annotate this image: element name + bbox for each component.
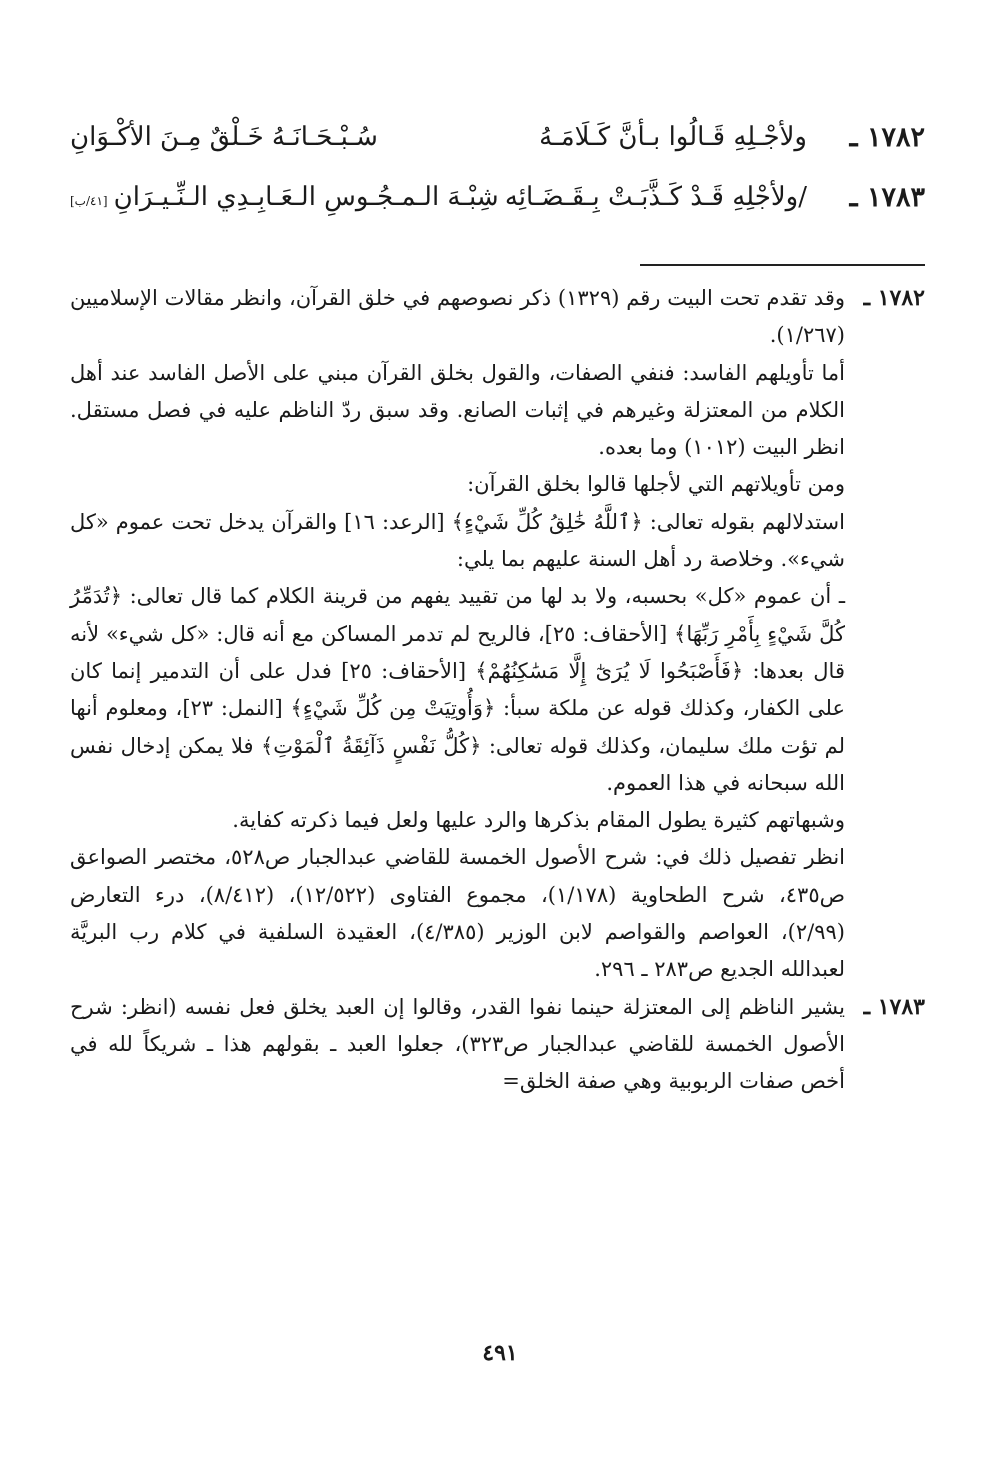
footnote-paragraph: أما تأويلهم الفاسد: فنفي الصفات، والقول بخلق القرآن مبني على الأصل الفاسد عند أهل الكلام من المعتزلة وغيرهم في إثبات الصانع. وقد سبق ردّ الناظم عليه في فصل مستقل. انظر البيت (١٠١٢) وما بعده. (70, 360, 845, 460)
verse-second-hemistich (70, 182, 499, 212)
footnote-number: ١٧٨٣ ـ (863, 993, 925, 1020)
footnote-paragraph: انظر تفصيل ذلك في: شرح الأصول الخمسة للقاضي عبدالجبار ص٥٢٨، مختصر الصواعق ص٤٣٥، شرح الطحاوية (١/١٧٨)، مجموع الفتاوى (١٢/٥٢٢)، (٨/٤١٢)، درء التعارض (٢/٩٩)، العواصم والقواصم لابن الوزير (٤/٣٨٥)، العقيدة السلفية في كلام رب البريَّة لعبدالله الجديع ص٢٨٣ ـ ٢٩٦. (70, 845, 845, 982)
verse-1782 (70, 122, 925, 162)
footnote-paragraph: يشير الناظم إلى المعتزلة حينما نفوا القدر، وقالوا إن العبد يخلق فعل نفسه (انظر: شرح الأصول الخمسة للقاضي عبدالجبار ص٣٢٣)، جعلوا العبد ـ بقولهم هذا ـ شريكاً لله في أخص صفات الربوبية وهي صفة الخلق= (70, 994, 845, 1094)
footnote-paragraph: استدلالهم بقوله تعالى: ﴿ٱللَّهُ خَٰلِقُ كُلِّ شَيْءٍ﴾ [الرعد: ١٦] والقرآن يدخل تحت عموم «كل شيء». وخلاصة رد أهل السنة عليهم بما يلي: (70, 509, 845, 572)
verse-first-hemistich: /ولأجْلِهِ قَـدْ كَـذَّبَـتْ بِـقَـضَـائِه (504, 182, 807, 212)
verse-second-hemistich-text: شِبْـهَ الـمـجُـوسِ الـعَـابِـدِي الـنِّـيـرَانِ (113, 182, 499, 212)
verse-1783 (70, 182, 925, 222)
footnote-1782 (70, 280, 925, 989)
footnote-1783 (70, 989, 925, 1101)
footnote-separator (640, 264, 925, 266)
page-number: ٤٩١ (482, 1340, 518, 1366)
verse-first-hemistich: ولأجْـلِهِ قَـالُوا بـأنَّ كَـلَامَـهُ (539, 122, 807, 152)
verse-second-hemistich: سُـبْـحَـانَـهُ خَـلْقٌ مِـنَ الأكْـوَانِ (70, 122, 378, 152)
verse-number: ١٧٨٢ ـ (849, 122, 925, 153)
footnote-paragraph: ومن تأويلاتهم التي لأجلها قالوا بخلق القرآن: (467, 472, 845, 497)
footnote-paragraph: وشبهاتهم كثيرة يطول المقام بذكرها والرد عليها ولعل فيما ذكرته كفاية. (232, 808, 845, 833)
footnote-paragraph: ـ أن عموم «كل» بحسبه، ولا بد لها من تقييد يفهم من قرينة الكلام كما قال تعالى: ﴿تُدَمِّرُ كُلَّ شَيْءٍ بِأَمْرِ رَبِّهَا﴾ [الأحقاف: ٢٥]، فالريح لم تدمر المساكن مع أنه قال: «كل شيء» لأنه قال بعدها: ﴿فَأَصْبَحُوا لَا يُرَىٰٓ إِلَّا مَسَٰكِنُهُمْ﴾ [الأحقاف: ٢٥] فدل على أن التدمير إنما كان على الكفار، وكذلك قوله عن ملكة سبأ: ﴿وَأُوتِيَتْ مِن كُلِّ شَيْءٍ﴾ [النمل: ٢٣]، ومعلوم أنها لم تؤت ملك سليمان، وكذلك قوله تعالى: ﴿كُلُّ نَفْسٍ ذَآئِقَةُ ٱلْمَوْتِ﴾ فلا يمكن إدخال نفس الله سبحانه في هذا العموم. (70, 584, 845, 795)
folio-marker: [٤١/ب] (70, 194, 108, 208)
footnotes (70, 280, 925, 1101)
verse-number: ١٧٨٣ ـ (849, 182, 925, 213)
footnote-paragraph: وقد تقدم تحت البيت رقم (١٣٢٩) ذكر نصوصهم في خلق القرآن، وانظر مقالات الإسلاميين (١/٢٦٧). (70, 286, 845, 348)
footnote-number: ١٧٨٢ ـ (863, 285, 925, 311)
